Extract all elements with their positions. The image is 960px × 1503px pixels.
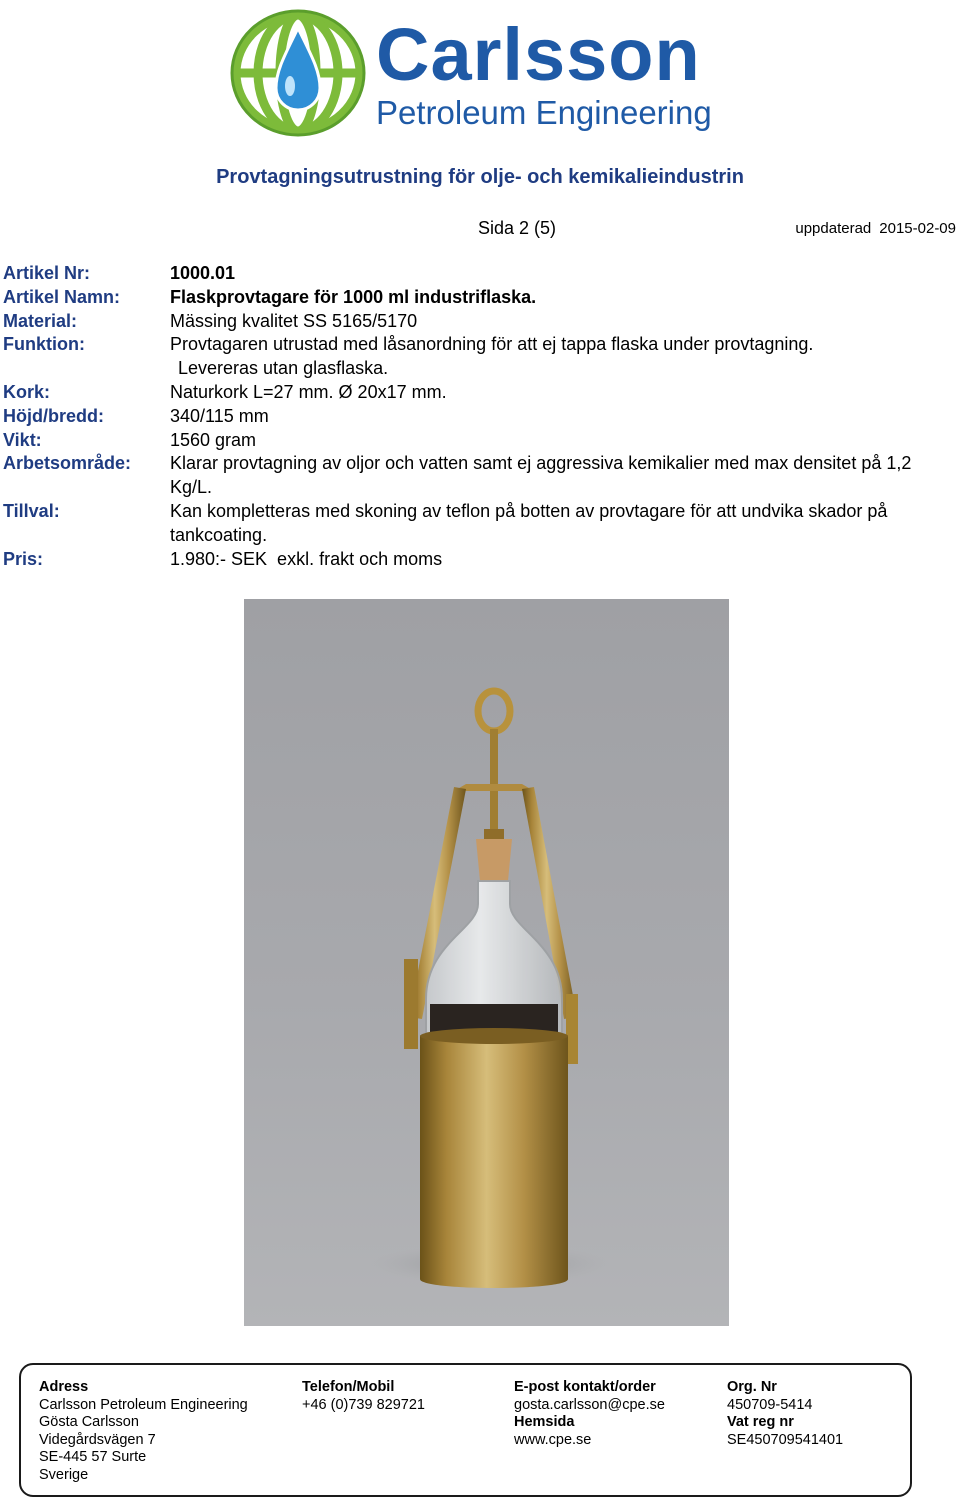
spec-row-article-name <box>3 286 958 310</box>
updated-label: uppdaterad <box>795 220 872 237</box>
spec-row-work-area <box>3 452 958 500</box>
spec-label: Artikel Namn: <box>3 286 121 307</box>
spec-value: Klarar provtagning av oljor och vatten samt ej aggressiva kemikalier med max densitet på 1,2 Kg/L. <box>170 453 912 498</box>
logo-company-name: Carlsson <box>376 13 701 96</box>
footer-org-column <box>727 1379 843 1449</box>
spec-value: 1.980:- SEK exkl. frakt och moms <box>170 548 443 569</box>
spec-row-article-nr <box>3 262 958 286</box>
footer-address-line: Gösta Carlsson <box>39 1414 139 1430</box>
spec-label: Arbetsområde: <box>3 453 132 474</box>
spec-value: 340/115 mm <box>170 405 269 426</box>
footer-vat-value: SE450709541401 <box>727 1431 844 1448</box>
spec-label: Pris: <box>3 548 44 569</box>
spec-value-extra: Levereras utan glasflaska. <box>178 358 389 379</box>
spec-label: Vikt: <box>3 429 42 450</box>
spec-value: Mässing kvalitet SS 5165/5170 <box>170 310 418 331</box>
spec-row-weight <box>3 429 958 453</box>
footer-heading: Org. Nr <box>727 1379 777 1395</box>
footer-phone-column <box>302 1379 425 1414</box>
updated-date <box>795 220 956 237</box>
spec-label: Kork: <box>3 381 51 402</box>
spec-row-function <box>3 333 958 381</box>
footer-address-line: Carlsson Petroleum Engineering <box>39 1396 248 1413</box>
footer-heading: Vat reg nr <box>727 1414 794 1430</box>
spec-value-group <box>170 333 958 381</box>
spec-value: 1000.01 <box>170 263 236 283</box>
spec-value: Kan kompletteras med skoning av teflon på botten av provtagare för att undvika skador på tankcoating. <box>170 500 888 545</box>
footer-address-line: Videgårdsvägen 7 <box>39 1431 156 1448</box>
spec-row-cork <box>3 381 958 405</box>
footer-org-value: 450709-5414 <box>727 1396 813 1413</box>
spec-label: Höjd/bredd: <box>3 405 104 426</box>
document-title: Provtagningsutrustning för olje- och kemikalieindustrin <box>216 166 744 188</box>
footer-heading: E-post kontakt/order <box>514 1379 656 1395</box>
footer-email-link[interactable]: gosta.carlsson@cpe.se <box>514 1396 665 1413</box>
footer-email-column <box>514 1379 665 1449</box>
spec-row-options <box>3 500 958 548</box>
spec-label: Funktion: <box>3 334 85 355</box>
footer-address-line: Sverige <box>39 1466 89 1483</box>
spec-row-price <box>3 548 958 572</box>
logo-tagline: Petroleum Engineering <box>376 94 712 131</box>
spec-row-material <box>3 310 958 334</box>
footer-heading: Adress <box>39 1379 89 1395</box>
globe-drop-logo-icon <box>228 8 368 138</box>
footer-address-line: SE-445 57 Surte <box>39 1449 147 1465</box>
spec-value: 1560 gram <box>170 429 257 450</box>
spec-table <box>3 262 958 571</box>
company-logo <box>228 8 728 138</box>
spec-label: Tillval: <box>3 500 60 521</box>
footer-website-link[interactable]: www.cpe.se <box>514 1431 592 1448</box>
spec-value: Provtagaren utrustad med låsanordning för att ej tappa flaska under provtagning. <box>170 334 814 355</box>
product-photo <box>244 599 729 1326</box>
contact-footer <box>19 1363 912 1497</box>
spec-value: Flaskprovtagare för 1000 ml industriflaska. <box>170 286 537 307</box>
footer-heading: Hemsida <box>514 1414 575 1430</box>
bottle-sampler-illustration <box>244 599 729 1326</box>
footer-address-column <box>39 1379 248 1484</box>
spec-value: Naturkork L=27 mm. Ø 20x17 mm. <box>170 381 447 402</box>
updated-value: 2015-02-09 <box>879 220 956 237</box>
footer-heading: Telefon/Mobil <box>302 1379 395 1395</box>
footer-phone-value: +46 (0)739 829721 <box>302 1396 425 1413</box>
spec-label: Material: <box>3 310 78 331</box>
spec-row-height-width <box>3 405 958 429</box>
spec-label: Artikel Nr: <box>3 263 91 283</box>
page-number: Sida 2 (5) <box>478 218 557 238</box>
